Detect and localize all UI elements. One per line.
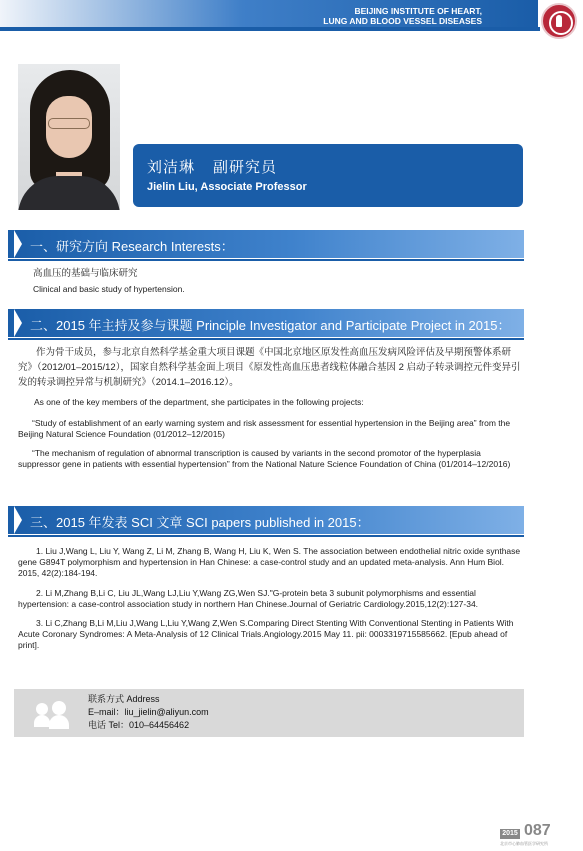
section-header-projects [8,309,524,337]
name-box [133,144,523,207]
person-name-en: Jielin Liu, Associate Professor [147,181,307,193]
projects-zh: 作为骨干成员，参与北京自然科学基金重大项目课题《中国北京地区原发性高血压发病风险评估及早期预警体系研究》（2012/01–2015/12），国家自然科学基金面上项目《原发性高血压患者线粒体融合基因 2 启动子转录调控元件变异引发的转录调控异常与机制研究》（2014.1–2016.12）。 [18,347,521,388]
paper-item: 3. Li C,Zhang B,Li M,Liu J,Wang L,Liu Y,Wang Z,Wen S.Comparing Direct Stenting With Conventional Stenting in Patients With Acute Coronary Syndromes: A Meta-Analysis of 12 Clinical Trials.Angiology.2015 May 11. pii: 0003319715585662. [Epub ahead of print]. [18,618,514,650]
interests-en: Clinical and basic study of hypertension. [33,284,185,294]
contact-heading: 联系方式 Address [88,694,160,704]
section-title-papers: 三、2015 年发表 SCI 文章 SCI papers published in 2015： [30,515,370,530]
contact-email[interactable]: E–mail：liu_jielin@aliyun.com [88,707,209,717]
contact-phone: 电话 Tel：010–64456462 [88,720,190,730]
institution-line-2: LUNG AND BLOOD VESSEL DISEASES [323,16,482,26]
institution-name [323,6,482,26]
projects-en-item-1: “Study of establishment of an early warning system and risk assessment for essential hypertension in the Beijing area” from the Beijing Natural Science Foundation (01/2012–12/2015) [18,418,511,439]
section-header-papers [8,506,524,534]
section-header-interests [8,230,524,258]
projects-en-item-2: “The mechanism of regulation of abnormal transcription is caused by variants in the second promotor of the hyperplasia suppressor gene in patients with essential hypertension” from the National Nature Science Foundation of China (01/2014–12/2016) [18,448,511,469]
footer-subtitle: 北京市心肺血管医学研究所 [500,841,548,846]
page-number: 087 [524,822,551,839]
header-banner [0,0,538,27]
contact-box [14,689,524,737]
portrait-photo [18,64,120,210]
paper-item: 1. Liu J,Wang L, Liu Y, Wang Z, Li M, Zhang B, Wang H, Liu K, Wen S. The association between endothelial nitric oxide synthase gene G894T polymorphism and hypertension in Han Chinese: a case-control study and an updated meta-analysis. Ann Hum Biol. 2015, 42(2):184-194. [18,546,521,578]
person-title-zh: 副研究员 [213,159,278,176]
paper-item: 2. Li M,Zhang B,Li C, Liu JL,Wang LJ,Liu Y,Wang ZG,Wen SJ."G-protein beta 3 subunit polymorphisms and essential hypertension: a case-control association study in northern Han Chinese.Journal of Geriatric Cardiology.2015,12(2):127-34. [18,588,479,609]
projects-en-intro: As one of the key members of the department, she participates in the following projects: [34,397,364,407]
contact-details [88,693,209,732]
name-zh [147,156,277,177]
footer-year: 2015 [500,829,520,839]
institution-logo [541,3,577,39]
section-title-interests: 一、研究方向 Research Interests： [30,239,234,254]
institution-line-1: BEIJING INSTITUTE OF HEART, [354,6,482,16]
person-name-zh: 刘洁琳 [147,159,196,176]
contacts-icon [34,701,82,729]
interests-zh: 高血压的基础与临床研究 [33,268,138,279]
section-title-projects: 二、2015 年主持及参与课题 Principle Investigator and Participate Project in 2015： [30,318,511,333]
